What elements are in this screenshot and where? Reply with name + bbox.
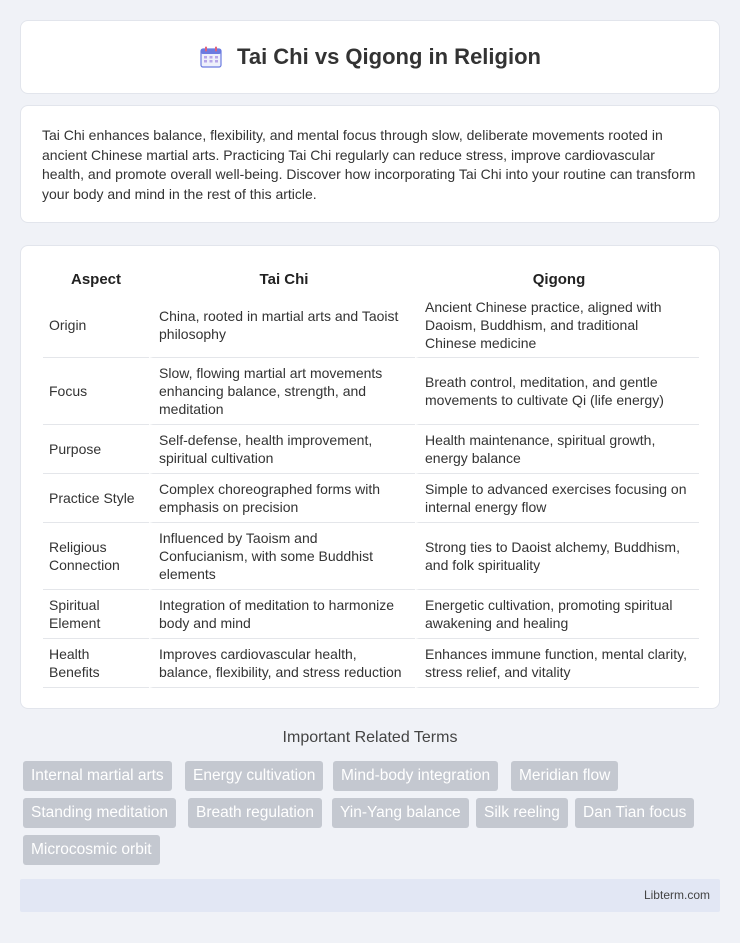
- comparison-table-card: [20, 245, 720, 709]
- table-row: [43, 425, 699, 474]
- table-cell: Origin: [43, 292, 149, 358]
- table-cell: Spiritual Element: [43, 590, 149, 639]
- calendar-icon: [199, 45, 223, 69]
- related-terms-title: Important Related Terms: [282, 729, 458, 746]
- table-cell: Energetic cultivation, promoting spiritual awakening and healing: [415, 590, 699, 639]
- related-term-tag[interactable]: Internal martial arts: [23, 761, 172, 791]
- related-term-tag[interactable]: Dan Tian focus: [575, 798, 694, 828]
- table-cell: Enhances immune function, mental clarity, stress relief, and vitality: [415, 639, 699, 688]
- table-cell: Slow, flowing martial art movements enhancing balance, strength, and meditation: [149, 358, 415, 425]
- related-term-tag[interactable]: Silk reeling: [476, 798, 568, 828]
- table-row: [43, 523, 699, 590]
- table-row: [43, 358, 699, 425]
- related-term-tag[interactable]: Energy cultivation: [185, 761, 323, 791]
- table-row: [43, 292, 699, 358]
- related-term-tag[interactable]: Meridian flow: [511, 761, 618, 791]
- table-cell: Integration of meditation to harmonize body and mind: [149, 590, 415, 639]
- page-title: Tai Chi vs Qigong in Religion: [237, 44, 541, 69]
- table-cell: Simple to advanced exercises focusing on internal energy flow: [415, 474, 699, 523]
- table-cell: Complex choreographed forms with emphasis on precision: [149, 474, 415, 523]
- table-cell: Religious Connection: [43, 523, 149, 590]
- related-term-tag[interactable]: Mind-body integration: [333, 761, 498, 791]
- table-cell: Self-defense, health improvement, spiritual cultivation: [149, 425, 415, 474]
- table-cell: Influenced by Taoism and Confucianism, with some Buddhist elements: [149, 523, 415, 590]
- table-cell: Ancient Chinese practice, aligned with Daoism, Buddhism, and traditional Chinese medicine: [415, 292, 699, 358]
- table-cell: China, rooted in martial arts and Taoist philosophy: [149, 292, 415, 358]
- footer: [20, 879, 720, 912]
- comparison-table: [43, 266, 699, 688]
- table-cell: Practice Style: [43, 474, 149, 523]
- column-header: Qigong: [415, 266, 699, 292]
- footer-site-link[interactable]: Libterm.com: [643, 888, 710, 902]
- header-card: [20, 20, 720, 94]
- related-term-tag[interactable]: Breath regulation: [188, 798, 322, 828]
- intro-text: Tai Chi enhances balance, flexibility, and mental focus through slow, deliberate movements rooted in ancient Chinese martial arts. Practicing Tai Chi regularly can reduce stress, improve cardiovascular health, and promote overall well-being. Discover how incorporating Tai Chi into your routine can transform your body and mind in the rest of this article.: [42, 127, 696, 202]
- table-cell: Health maintenance, spiritual growth, energy balance: [415, 425, 699, 474]
- table-cell: Breath control, meditation, and gentle movements to cultivate Qi (life energy): [415, 358, 699, 425]
- table-cell: Focus: [43, 358, 149, 425]
- intro-card: [20, 105, 720, 223]
- table-cell: Improves cardiovascular health, balance, flexibility, and stress reduction: [149, 639, 415, 688]
- table-row: [43, 590, 699, 639]
- related-term-tag[interactable]: Yin-Yang balance: [332, 798, 469, 828]
- table-row: [43, 639, 699, 688]
- table-row: [43, 474, 699, 523]
- table-cell: Strong ties to Daoist alchemy, Buddhism, and folk spirituality: [415, 523, 699, 590]
- table-cell: Purpose: [43, 425, 149, 474]
- table-header-row: [43, 266, 699, 292]
- table-cell: Health Benefits: [43, 639, 149, 688]
- column-header: Tai Chi: [149, 266, 415, 292]
- related-term-tag[interactable]: Standing meditation: [23, 798, 176, 828]
- related-term-tag[interactable]: Microcosmic orbit: [23, 835, 160, 865]
- column-header: Aspect: [70, 270, 122, 288]
